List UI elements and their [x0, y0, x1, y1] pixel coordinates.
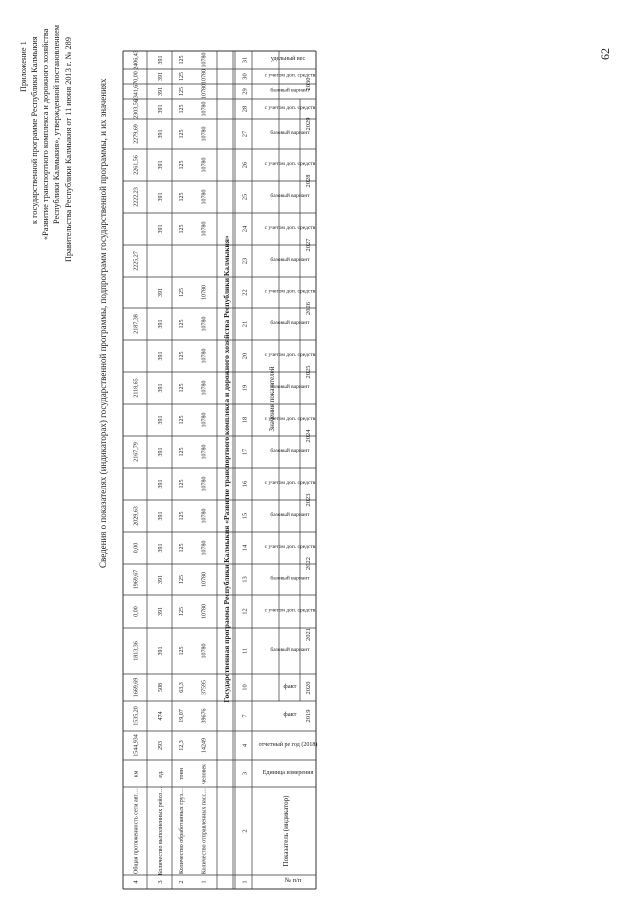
- column-number: 10: [241, 684, 249, 691]
- header-line-3: «Развитие транспортного комплекса и дорожного хозяйства: [41, 28, 50, 240]
- table-cell: 10780: [201, 69, 208, 84]
- year-label: 2024: [305, 429, 312, 443]
- table-cell: 2029,63: [133, 506, 140, 526]
- table-cell: 10780: [201, 316, 208, 332]
- table-cell: 10780: [201, 101, 208, 117]
- column-number: 14: [241, 544, 249, 552]
- table-cell: 1669,69: [133, 677, 140, 698]
- table-cell: 2222,23: [133, 187, 140, 207]
- column-number: 15: [241, 512, 249, 520]
- table-cell: 125: [179, 192, 185, 202]
- variant-label: базовый вариант: [270, 448, 310, 454]
- table-cell: 125: [179, 479, 185, 489]
- column-number: 19: [241, 384, 249, 392]
- table-cell: 10780: [201, 508, 208, 524]
- table-cell: 391: [158, 383, 164, 393]
- table-cell: 391: [158, 129, 164, 139]
- column-number: 29: [241, 88, 249, 95]
- header-line-2: к государственной программе Республики Калмыкия: [30, 36, 39, 224]
- table-cell: 391: [158, 72, 164, 81]
- column-number: 28: [241, 105, 249, 113]
- variant-label: с учетом доп. средств: [264, 544, 316, 550]
- table-cell: 19,07: [179, 709, 185, 723]
- table-cell: 10780: [201, 643, 208, 659]
- variant-label: базовый вариант: [270, 647, 310, 653]
- table-cell: 125: [179, 129, 185, 139]
- year-label: 2020: [305, 681, 312, 695]
- column-number: 22: [241, 289, 249, 296]
- table-cell: 391: [158, 575, 164, 584]
- table-cell: 391: [158, 319, 164, 329]
- table-cell: 293: [158, 741, 164, 750]
- table-cell: 391: [158, 479, 164, 489]
- table-cell: 10780: [201, 476, 208, 492]
- table-cell: 125: [179, 447, 185, 457]
- table-cell: 125: [179, 511, 185, 521]
- year-label: 2029: [305, 117, 312, 131]
- table-cell: 391: [158, 192, 164, 202]
- table-cell: 125: [179, 646, 185, 656]
- table-cell: 10780: [201, 412, 208, 428]
- table-cell: 125: [179, 415, 185, 425]
- header-line-5: Правительства Республики Калмыкия от 11 июня 2013 г. № 289: [64, 37, 73, 262]
- table-cell: 10780: [201, 444, 208, 460]
- table-cell: 10780: [201, 221, 208, 237]
- header-line-1: Приложение 1: [19, 41, 28, 92]
- row-number: 3: [157, 880, 164, 884]
- table-cell: 391: [158, 447, 164, 457]
- column-number: 4: [241, 743, 249, 748]
- column-number: 17: [241, 448, 249, 456]
- table-cell: 391: [158, 288, 164, 297]
- table-cell: 12,3: [179, 740, 185, 751]
- table-cell: 14249: [201, 738, 208, 753]
- table-cell: 391: [158, 646, 164, 656]
- table-cell: 125: [179, 87, 185, 96]
- table-cell: 2303,56: [133, 99, 140, 119]
- year-label: 2021: [305, 628, 312, 641]
- variant-label: с учетом доп. средств: [264, 105, 316, 111]
- table-cell: 125: [179, 351, 185, 361]
- table-cell: 1813,36: [133, 641, 140, 661]
- year-label: 2019: [305, 709, 312, 723]
- page-number: 62: [598, 48, 612, 60]
- variant-label: с учетом доп. средств: [264, 607, 316, 614]
- table-cell: 391: [158, 415, 164, 425]
- column-number: 13: [241, 576, 249, 583]
- row-unit: человек: [201, 763, 208, 785]
- table-cell: 391: [158, 87, 164, 96]
- variant-label: базовый вариант: [270, 257, 310, 263]
- column-number: 26: [241, 161, 249, 169]
- column-number: 16: [241, 480, 249, 488]
- variant-label: базовый вариант: [270, 193, 310, 199]
- table-cell: 10780: [201, 52, 208, 68]
- head-indicator: Показатель (индикатор): [282, 795, 290, 867]
- table-cell: 125: [179, 160, 185, 170]
- table-cell: 391: [158, 351, 164, 361]
- table-cell: 1535,20: [133, 706, 140, 726]
- table-cell: 0,00: [133, 71, 140, 82]
- variant-label: базовый вариант: [270, 512, 310, 518]
- table-cell: 2225,27: [133, 251, 140, 271]
- year-label: 2022: [305, 557, 312, 570]
- row-number: 2: [178, 880, 185, 884]
- variant-label: базовый вариант: [270, 384, 310, 390]
- table-cell: 1544,934: [133, 734, 140, 757]
- head-base-year: отчетный ре год (2018): [258, 742, 318, 748]
- variant-label: базовый вариант: [270, 320, 310, 326]
- column-number: 23: [241, 257, 249, 265]
- table-cell: 0,00: [133, 542, 140, 554]
- program-title: Государственная программа Республики Калмыкия «Развитие транспортного комплекса и дорожного хозяйства Республики Калмыкия»: [222, 235, 231, 703]
- table-cell: 391: [158, 607, 164, 616]
- table-cell: 10780: [201, 285, 208, 300]
- row-number: 4: [132, 880, 140, 884]
- table-cell: 125: [179, 104, 185, 114]
- table-cell: 391: [158, 104, 164, 114]
- table-cell: 125: [179, 607, 185, 616]
- row-indicator-name: Количество обработанных груз…: [179, 788, 185, 874]
- variant-label: базовый вариант: [270, 130, 310, 136]
- table-cell: 10780: [201, 157, 208, 173]
- variant-label: факт: [283, 683, 297, 690]
- table-cell: 10780: [201, 380, 208, 396]
- head-values-group: Значения показателей: [268, 366, 276, 432]
- table-cell: 2261,56: [133, 155, 140, 175]
- column-number: 7: [241, 714, 249, 718]
- column-number: 21: [241, 320, 249, 328]
- variant-label: с учетом доп. средств: [264, 161, 316, 167]
- table-cell: 2167,79: [133, 442, 140, 462]
- row-number: 1: [200, 880, 208, 884]
- column-number: 31: [241, 56, 249, 64]
- table-cell: 10780: [201, 572, 208, 587]
- column-number: 3: [241, 771, 249, 776]
- column-number: 2: [241, 829, 249, 833]
- variant-label: с учетом доп. средств: [264, 225, 316, 231]
- table-cell: 10780: [201, 604, 208, 619]
- column-number: 1: [241, 880, 249, 884]
- year-label: 2028: [305, 174, 312, 188]
- table-cell: 125: [179, 55, 185, 65]
- table-cell: 508: [158, 683, 164, 692]
- table-cell: 125: [179, 575, 185, 584]
- year-label: 2025: [305, 365, 312, 379]
- column-number: 12: [241, 608, 249, 615]
- table-cell: 1969,67: [133, 569, 140, 590]
- table-cell: 391: [158, 543, 164, 553]
- row-unit: тонн: [179, 768, 185, 780]
- variant-label: с учетом доп. средств: [264, 416, 316, 422]
- table-cell: 2187,38: [133, 314, 140, 334]
- table-cell: 10780: [201, 84, 208, 99]
- column-number: 30: [241, 73, 249, 80]
- table-cell: 391: [158, 55, 164, 65]
- table-cell: 0,00: [133, 606, 140, 617]
- table-cell: 125: [179, 224, 185, 234]
- column-number: 11: [241, 647, 249, 655]
- table-cell: 37595: [201, 680, 208, 695]
- year-label: 2026: [305, 302, 312, 315]
- column-number: 18: [241, 416, 249, 424]
- header-line-4: Республики Калмыкия», утвержденной постановлением: [52, 25, 61, 224]
- table-cell: 10780: [201, 189, 208, 205]
- head-weight: удельный вес: [270, 56, 306, 62]
- year-label: 2023: [305, 493, 312, 507]
- row-unit: км: [133, 770, 140, 778]
- variant-label: базовый вариант: [270, 575, 310, 582]
- row-indicator-name: Количество выполненных рейсо…: [158, 786, 164, 876]
- table-cell: 125: [179, 319, 185, 329]
- table-cell: 125: [179, 543, 185, 553]
- column-number: 20: [241, 352, 249, 360]
- variant-label: с учетом доп. средств: [264, 288, 316, 295]
- table-cell: 125: [179, 288, 185, 297]
- head-num: № п/п: [284, 877, 302, 884]
- table-cell: 2406,43: [133, 50, 140, 70]
- table-cell: 2341,67: [133, 81, 140, 102]
- table-cell: 10780: [201, 540, 208, 556]
- column-number: 24: [241, 225, 249, 233]
- variant-label: с учетом доп. средств: [264, 352, 316, 358]
- row-indicator-name: Общая протяженность сети авт…: [133, 788, 140, 874]
- table-cell: 10780: [201, 348, 208, 364]
- variant-label: с учетом доп. средств: [264, 72, 316, 79]
- head-unit: Единица измерения: [262, 770, 314, 776]
- row-indicator-name: Количество отправленных пасс…: [201, 787, 208, 875]
- table-cell: 125: [179, 72, 185, 81]
- variant-label: факт: [283, 711, 297, 718]
- table-cell: 474: [158, 711, 164, 721]
- column-number: 27: [241, 130, 249, 138]
- table-cell: 39676: [201, 708, 208, 724]
- year-label: 2027: [305, 238, 312, 252]
- year-label: 2030: [305, 77, 312, 91]
- table-cell: 391: [158, 511, 164, 521]
- variant-label: базовый вариант: [270, 87, 310, 94]
- table-cell: 391: [158, 224, 164, 234]
- table-cell: 391: [158, 160, 164, 170]
- table-cell: 63,3: [179, 682, 185, 693]
- table-cell: 2118,65: [133, 378, 140, 398]
- table-cell: 10780: [201, 126, 208, 142]
- row-unit: ед.: [158, 770, 164, 778]
- table-cell: 125: [179, 383, 185, 393]
- document-title: Сведения о показателях (индикаторах) государственной программы, подпрограмм государственной программы, и их значениях: [98, 78, 108, 568]
- variant-label: с учетом доп. средств: [264, 480, 316, 486]
- column-number: 25: [241, 193, 249, 201]
- table-cell: 2279,69: [133, 124, 140, 144]
